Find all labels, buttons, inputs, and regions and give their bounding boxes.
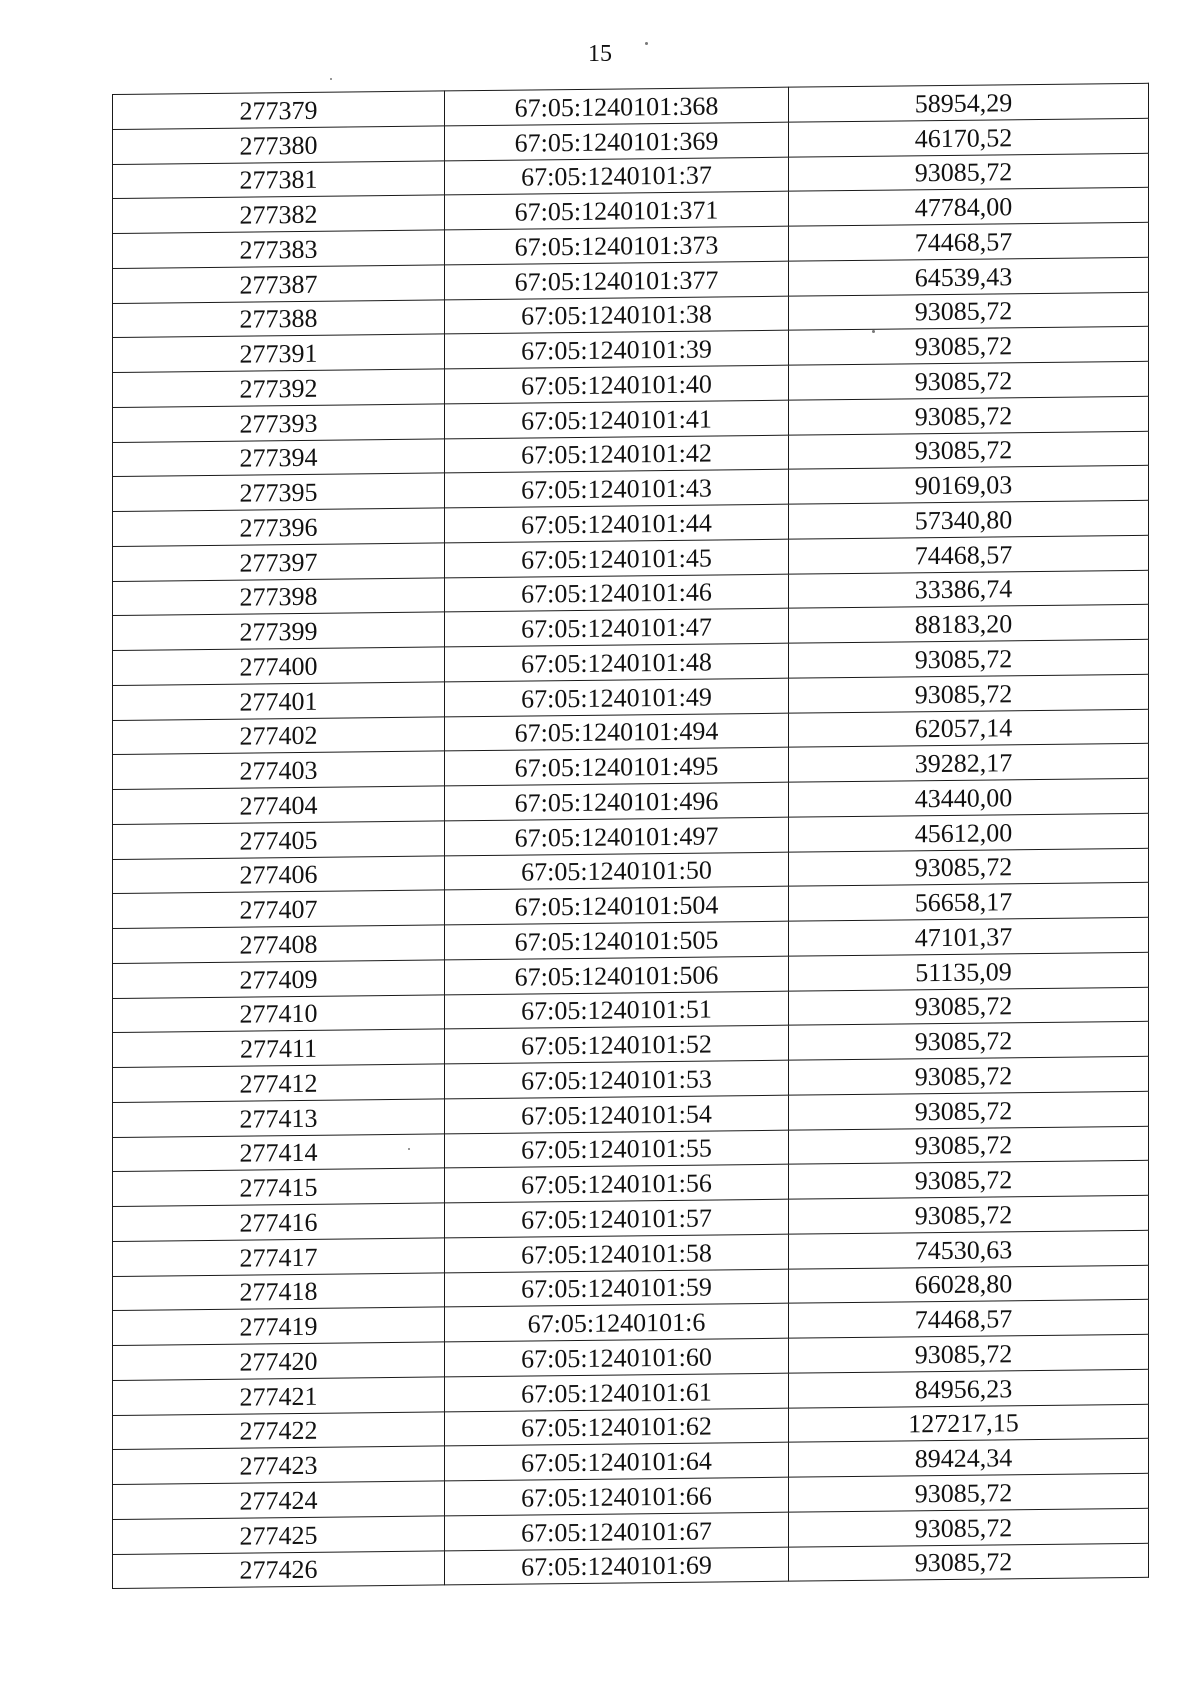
value-cell: 46170,52 (789, 118, 1149, 157)
cadastral-number-cell: 67:05:1240101:67 (445, 1512, 789, 1550)
row-id-cell: 277383 (113, 230, 445, 268)
cadastral-number-cell: 67:05:1240101:49 (445, 678, 789, 716)
row-id-cell: 277379 (113, 91, 445, 129)
cadastral-number-cell: 67:05:1240101:55 (445, 1130, 789, 1168)
row-id-cell: 277420 (113, 1342, 445, 1380)
cadastral-number-cell: 67:05:1240101:58 (445, 1234, 789, 1272)
cadastral-number-cell: 67:05:1240101:43 (445, 469, 789, 507)
row-id-cell: 277414 (113, 1133, 445, 1171)
cadastral-number-cell: 67:05:1240101:56 (445, 1164, 789, 1202)
cadastral-number-cell: 67:05:1240101:373 (445, 226, 789, 264)
row-id-cell: 277417 (113, 1238, 445, 1276)
row-id-cell: 277387 (113, 265, 445, 303)
value-cell: 93085,72 (789, 431, 1149, 470)
value-cell: 93085,72 (789, 153, 1149, 192)
row-id-cell: 277421 (113, 1377, 445, 1415)
value-cell: 66028,80 (789, 1265, 1149, 1304)
row-id-cell: 277398 (113, 577, 445, 615)
value-cell: 47784,00 (789, 188, 1149, 227)
value-cell: 93085,72 (789, 1473, 1149, 1512)
row-id-cell: 277395 (113, 473, 445, 511)
value-cell: 88183,20 (789, 605, 1149, 644)
value-cell: 93085,72 (789, 848, 1149, 887)
row-id-cell: 277380 (113, 126, 445, 164)
cadastral-table-body (113, 83, 1149, 1588)
cadastral-number-cell: 67:05:1240101:39 (445, 330, 789, 368)
value-cell: 93085,72 (789, 327, 1149, 366)
row-id-cell: 277388 (113, 299, 445, 337)
value-cell: 93085,72 (789, 1508, 1149, 1547)
scan-speck (330, 78, 332, 80)
value-cell: 93085,72 (789, 1126, 1149, 1165)
value-cell: 64539,43 (789, 257, 1149, 296)
value-cell: 58954,29 (789, 83, 1149, 122)
value-cell: 45612,00 (789, 813, 1149, 852)
row-id-cell: 277402 (113, 716, 445, 754)
value-cell: 93085,72 (789, 1022, 1149, 1061)
cadastral-number-cell: 67:05:1240101:59 (445, 1269, 789, 1307)
row-id-cell: 277393 (113, 404, 445, 442)
cadastral-number-cell: 67:05:1240101:42 (445, 435, 789, 473)
value-cell: 93085,72 (789, 396, 1149, 435)
row-id-cell: 277415 (113, 1168, 445, 1206)
row-id-cell: 277408 (113, 925, 445, 963)
cadastral-number-cell: 67:05:1240101:371 (445, 191, 789, 229)
row-id-cell: 277422 (113, 1411, 445, 1449)
value-cell: 93085,72 (789, 1091, 1149, 1130)
value-cell: 93085,72 (789, 1195, 1149, 1234)
page-number: 15 (588, 41, 612, 67)
value-cell: 43440,00 (789, 778, 1149, 817)
value-cell: 57340,80 (789, 500, 1149, 539)
cadastral-number-cell: 67:05:1240101:494 (445, 713, 789, 751)
cadastral-number-cell: 67:05:1240101:45 (445, 539, 789, 577)
cadastral-number-cell: 67:05:1240101:51 (445, 991, 789, 1029)
row-id-cell: 277407 (113, 890, 445, 928)
row-id-cell: 277381 (113, 160, 445, 198)
row-id-cell: 277391 (113, 334, 445, 372)
row-id-cell: 277419 (113, 1307, 445, 1345)
cadastral-number-cell: 67:05:1240101:44 (445, 504, 789, 542)
cadastral-number-cell: 67:05:1240101:69 (445, 1547, 789, 1585)
value-cell: 84956,23 (789, 1369, 1149, 1408)
row-id-cell: 277397 (113, 543, 445, 581)
cadastral-number-cell: 67:05:1240101:53 (445, 1060, 789, 1098)
cadastral-number-cell: 67:05:1240101:369 (445, 122, 789, 160)
cadastral-table (112, 83, 1149, 1589)
cadastral-number-cell: 67:05:1240101:61 (445, 1373, 789, 1411)
row-id-cell: 277423 (113, 1446, 445, 1484)
value-cell: 93085,72 (789, 639, 1149, 678)
value-cell: 93085,72 (789, 1543, 1149, 1582)
row-id-cell: 277412 (113, 1064, 445, 1102)
row-id-cell: 277416 (113, 1203, 445, 1241)
cadastral-number-cell: 67:05:1240101:48 (445, 643, 789, 681)
value-cell: 74468,57 (789, 222, 1149, 261)
value-cell: 33386,74 (789, 570, 1149, 609)
row-id-cell: 277413 (113, 1099, 445, 1137)
cadastral-number-cell: 67:05:1240101:60 (445, 1338, 789, 1376)
cadastral-number-cell: 67:05:1240101:54 (445, 1095, 789, 1133)
cadastral-number-cell: 67:05:1240101:506 (445, 956, 789, 994)
row-id-cell: 277396 (113, 508, 445, 546)
row-id-cell: 277411 (113, 1029, 445, 1067)
value-cell: 127217,15 (789, 1404, 1149, 1443)
cadastral-number-cell: 67:05:1240101:46 (445, 574, 789, 612)
value-cell: 90169,03 (789, 466, 1149, 505)
cadastral-number-cell: 67:05:1240101:40 (445, 365, 789, 403)
row-id-cell: 277410 (113, 994, 445, 1032)
cadastral-number-cell: 67:05:1240101:6 (445, 1303, 789, 1341)
value-cell: 51135,09 (789, 952, 1149, 991)
row-id-cell: 277403 (113, 751, 445, 789)
row-id-cell: 277400 (113, 647, 445, 685)
value-cell: 39282,17 (789, 744, 1149, 783)
row-id-cell: 277392 (113, 369, 445, 407)
value-cell: 93085,72 (789, 361, 1149, 400)
cadastral-number-cell: 67:05:1240101:38 (445, 296, 789, 334)
value-cell: 62057,14 (789, 709, 1149, 748)
cadastral-number-cell: 67:05:1240101:52 (445, 1025, 789, 1063)
row-id-cell: 277401 (113, 682, 445, 720)
value-cell: 93085,72 (789, 674, 1149, 713)
cadastral-number-cell: 67:05:1240101:497 (445, 817, 789, 855)
row-id-cell: 277394 (113, 438, 445, 476)
row-id-cell: 277406 (113, 855, 445, 893)
cadastral-number-cell: 67:05:1240101:50 (445, 852, 789, 890)
value-cell: 74530,63 (789, 1230, 1149, 1269)
row-id-cell: 277405 (113, 821, 445, 859)
value-cell: 47101,37 (789, 917, 1149, 956)
cadastral-number-cell: 67:05:1240101:504 (445, 886, 789, 924)
value-cell: 93085,72 (789, 1056, 1149, 1095)
row-id-cell: 277426 (113, 1550, 445, 1588)
cadastral-number-cell: 67:05:1240101:37 (445, 157, 789, 195)
cadastral-number-cell: 67:05:1240101:64 (445, 1442, 789, 1480)
row-id-cell: 277382 (113, 195, 445, 233)
cadastral-number-cell: 67:05:1240101:377 (445, 261, 789, 299)
cadastral-number-cell: 67:05:1240101:57 (445, 1199, 789, 1237)
row-id-cell: 277424 (113, 1481, 445, 1519)
scan-speck (645, 42, 648, 45)
row-id-cell: 277399 (113, 612, 445, 650)
cadastral-number-cell: 67:05:1240101:496 (445, 782, 789, 820)
row-id-cell: 277409 (113, 960, 445, 998)
cadastral-number-cell: 67:05:1240101:41 (445, 400, 789, 438)
cadastral-number-cell: 67:05:1240101:62 (445, 1408, 789, 1446)
value-cell: 93085,72 (789, 1334, 1149, 1373)
value-cell: 74468,57 (789, 535, 1149, 574)
cadastral-number-cell: 67:05:1240101:66 (445, 1477, 789, 1515)
value-cell: 89424,34 (789, 1439, 1149, 1478)
cadastral-number-cell: 67:05:1240101:368 (445, 87, 789, 125)
value-cell: 93085,72 (789, 987, 1149, 1026)
row-id-cell: 277425 (113, 1516, 445, 1554)
row-id-cell: 277404 (113, 786, 445, 824)
cadastral-number-cell: 67:05:1240101:495 (445, 747, 789, 785)
value-cell: 74468,57 (789, 1300, 1149, 1339)
value-cell: 93085,72 (789, 292, 1149, 331)
cadastral-number-cell: 67:05:1240101:47 (445, 608, 789, 646)
row-id-cell: 277418 (113, 1272, 445, 1310)
value-cell: 56658,17 (789, 883, 1149, 922)
cadastral-number-cell: 67:05:1240101:505 (445, 921, 789, 959)
value-cell: 93085,72 (789, 1161, 1149, 1200)
